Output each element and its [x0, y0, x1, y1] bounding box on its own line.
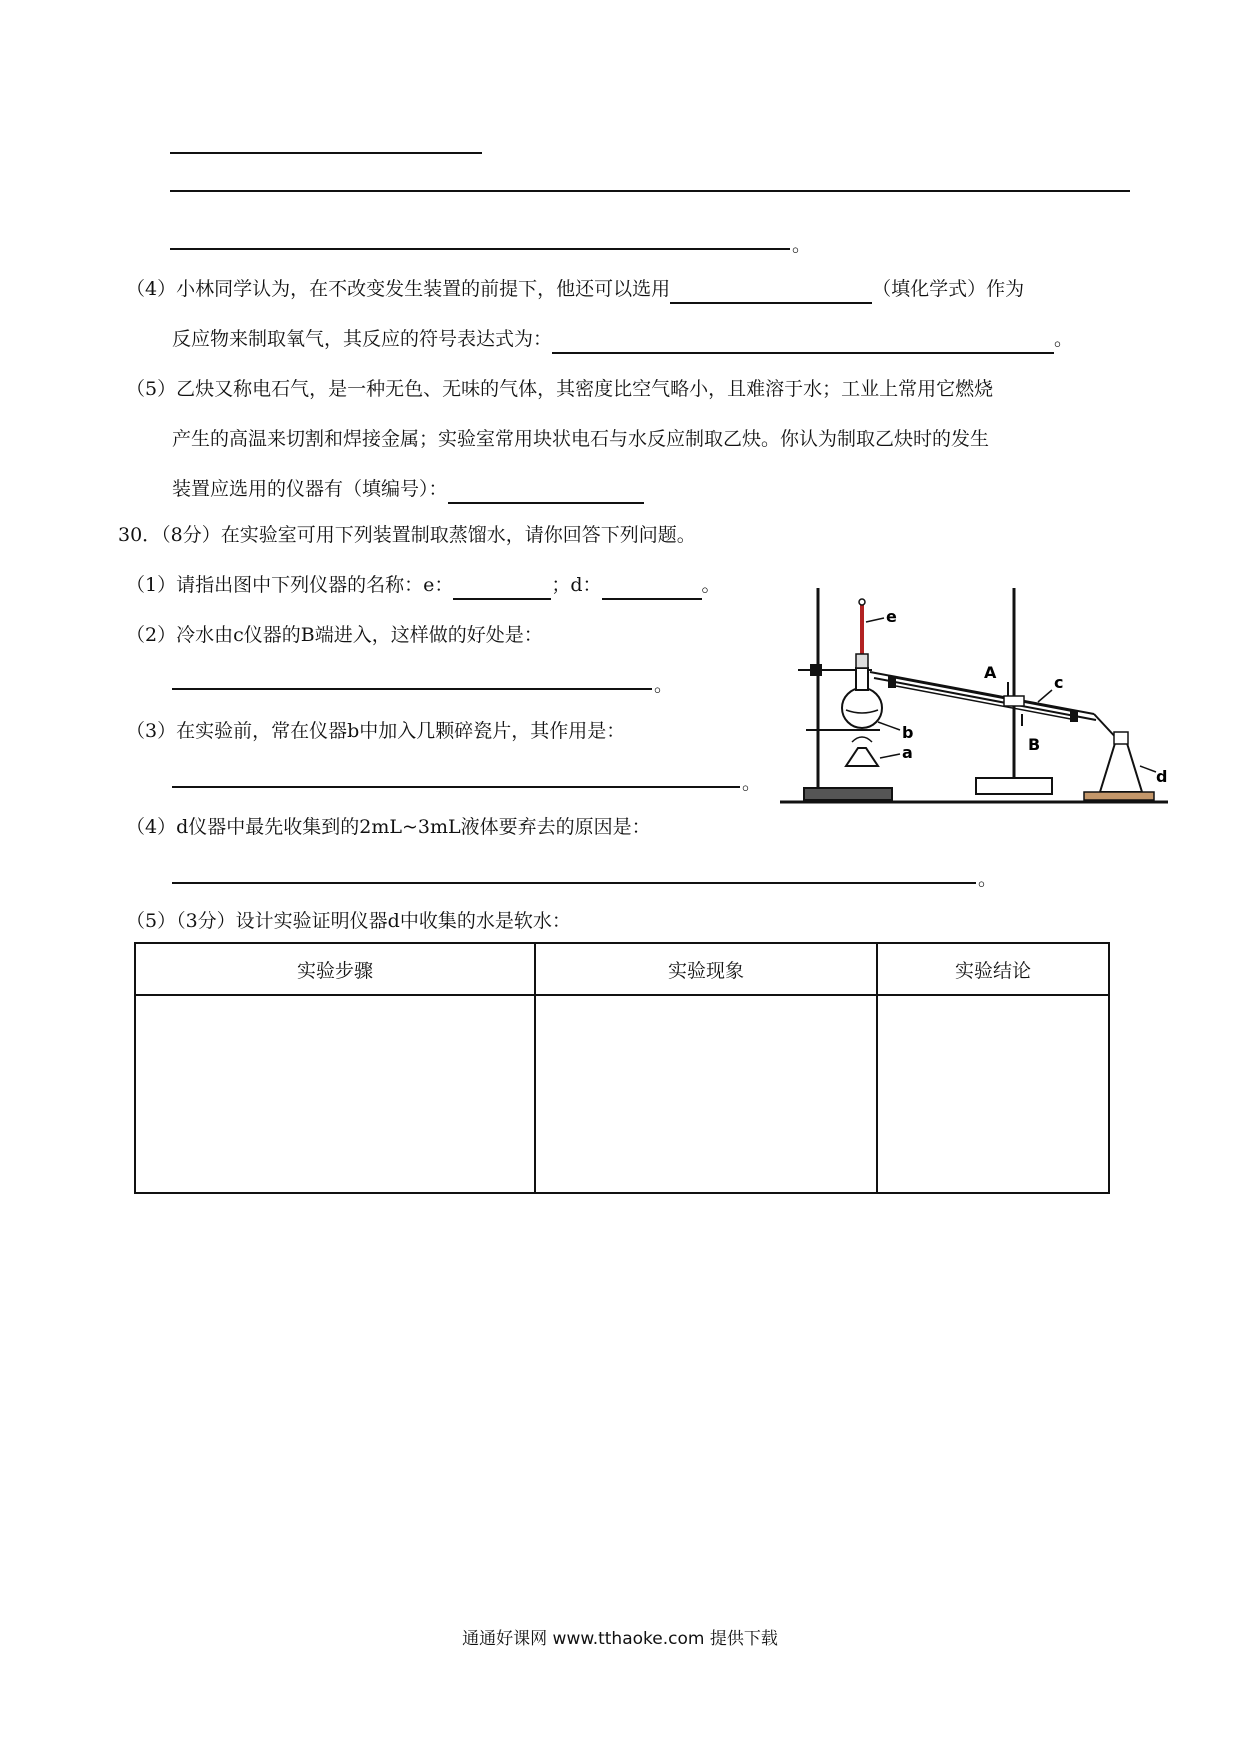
period: 。	[654, 674, 674, 696]
answer-line	[170, 190, 1130, 192]
d-name-blank[interactable]	[602, 572, 702, 600]
q30-sub1: （1）请指出图中下列仪器的名称：e： ；d： 。	[126, 572, 721, 600]
table-header-row	[135, 943, 1109, 995]
header-conclusion: 实验结论	[877, 943, 1109, 995]
flask-b	[842, 688, 882, 728]
q29-sub5-line3: 装置应选用的仪器有（填编号）：	[172, 476, 644, 504]
burner-a	[846, 748, 878, 766]
conclusion-cell[interactable]	[877, 995, 1109, 1193]
distillation-apparatus-diagram	[776, 582, 1172, 806]
header-steps: 实验步骤	[135, 943, 535, 995]
label-b: b	[902, 723, 914, 742]
period: 。	[742, 772, 762, 794]
q30-sub4: （4）d仪器中最先收集到的2mL~3mL液体要弃去的原因是：	[126, 816, 651, 838]
answer-line	[172, 786, 740, 788]
header-phenomenon: 实验现象	[535, 943, 877, 995]
q29-sub5-line1: （5）乙炔又称电石气，是一种无色、无味的气体，其密度比空气略小，且难溶于水；工业上常用它燃烧	[126, 378, 994, 400]
q30-sub3: （3）在实验前，常在仪器b中加入几颗碎瓷片，其作用是：	[126, 720, 626, 742]
label-d: d	[1156, 767, 1168, 786]
page-footer: 通通好课网 www.tthaoke.com 提供下载	[462, 1629, 778, 1649]
label-e: e	[886, 607, 897, 626]
table-row	[135, 995, 1109, 1193]
label-A: A	[984, 663, 997, 682]
equation-blank[interactable]	[552, 326, 1054, 354]
q30-heading: 30．（8分）在实验室可用下列装置制取蒸馏水，请你回答下列问题。	[118, 524, 696, 546]
steps-cell[interactable]	[135, 995, 535, 1193]
q29-sub4-line2: 反应物来制取氧气，其反应的符号表达式为： 。	[172, 326, 1073, 354]
phenomenon-cell[interactable]	[535, 995, 877, 1193]
instrument-blank[interactable]	[448, 476, 644, 504]
period: 。	[978, 868, 998, 890]
q29-sub5-line2: 产生的高温来切割和焊接金属；实验室常用块状电石与水反应制取乙炔。你认为制取乙炔时的发生	[172, 428, 990, 450]
label-a: a	[902, 743, 913, 762]
q29-sub4-line1: （4）小林同学认为，在不改变发生装置的前提下，他还可以选用 （填化学式）作为	[126, 276, 1024, 304]
e-name-blank[interactable]	[453, 572, 551, 600]
q30-sub5: （5）（3分）设计实验证明仪器d中收集的水是软水：	[126, 910, 571, 932]
label-c: c	[1054, 673, 1064, 692]
answer-line	[170, 152, 482, 154]
period: 。	[792, 234, 812, 256]
answer-line	[172, 882, 976, 884]
label-B: B	[1028, 735, 1041, 754]
answer-line	[172, 688, 652, 690]
answer-line	[170, 248, 790, 250]
q30-sub2: （2）冷水由c仪器的B端进入，这样做的好处是：	[126, 624, 543, 646]
formula-blank[interactable]	[670, 276, 872, 304]
receiver-d	[1100, 740, 1142, 792]
experiment-table	[134, 942, 1110, 1194]
